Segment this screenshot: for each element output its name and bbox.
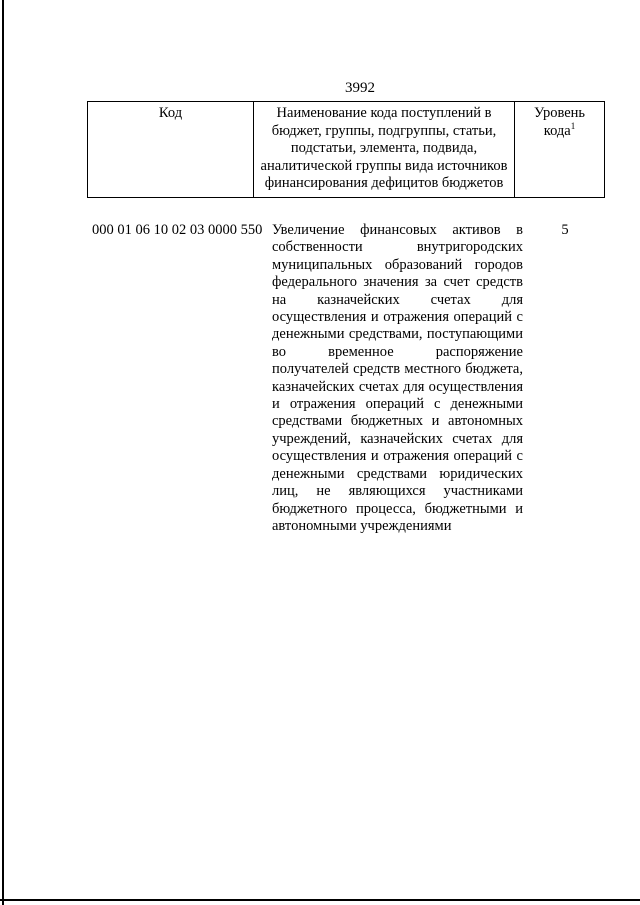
header-name: Наименование кода поступлений в бюджет, группы, подгруппы, статьи, подстатьи, элемента, подвида, аналитической группы вида источников финансирования дефицитов бюджетов	[260, 105, 508, 192]
header-level-cell	[515, 102, 605, 198]
row-level: 5	[561, 222, 569, 238]
footnote-marker: 1	[570, 120, 576, 131]
header-name-cell	[254, 102, 515, 198]
scan-border-bottom	[0, 899, 640, 901]
header-level: Уровень кода	[533, 105, 586, 139]
table-header	[87, 101, 605, 198]
table-header-row	[88, 102, 605, 198]
page-number: 3992	[345, 80, 375, 96]
row-code: 000 01 06 10 02 03 0000 550	[92, 222, 263, 238]
row-description: Увеличение финансовых активов в собственности внутригородских муниципальных образований городов федерального значения за счет средств на казначейских счетах для осуществления и отражения операций с денежными средствами, поступающими во временное распоряжение получателей средств местного бюджета, казначейских счетах для осуществления и отражения операций с денежными средствами бюджетных и автономных учреждений, казначейских счетах для осуществления и отражения операций с денежными средствами юридических лиц, не являющихся участниками бюджетного процесса, бюджетными и автономными учреждениями	[272, 222, 523, 534]
header-code: Код	[158, 105, 183, 121]
header-code-cell	[88, 102, 254, 198]
scan-border-left	[2, 0, 4, 905]
